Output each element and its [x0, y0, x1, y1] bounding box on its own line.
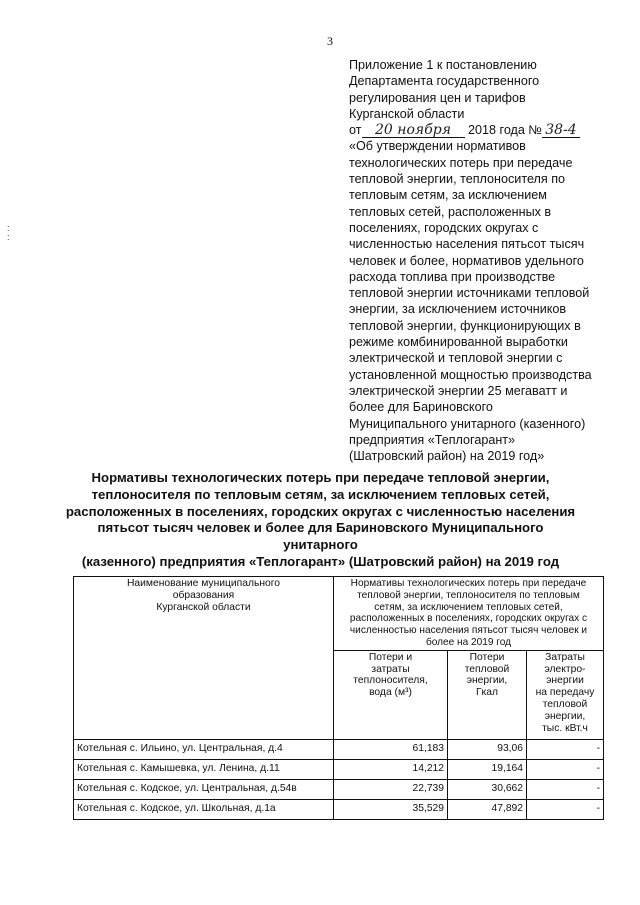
header-text: Нормативы технологических потерь при передаче — [350, 578, 587, 589]
electricity-value: - — [527, 779, 604, 799]
header-text: Потери — [469, 651, 505, 663]
header-text: энергии — [546, 675, 584, 687]
title-line: (казенного) предприятия «Теплогарант» (Шатровский район) на 2019 год — [81, 553, 560, 569]
title-line: Нормативы технологических потерь при передаче тепловой энергии, — [91, 470, 550, 485]
header-text: Наименование муниципального — [126, 578, 280, 589]
appendix-block — [349, 57, 611, 464]
header-text: затраты — [371, 663, 410, 675]
appendix-line: Курганской области — [349, 106, 465, 121]
header-heat-losses — [448, 650, 527, 739]
resolution-title-line: численностью населения пятьсот тысяч — [349, 237, 585, 252]
handwritten-number: 38-4 — [542, 123, 580, 138]
appendix-line: регулирования цен и тарифов — [349, 90, 526, 105]
table-row — [74, 759, 604, 779]
resolution-title-line: тепловым сетям, за исключением — [349, 188, 547, 203]
header-text: расположенных в поселениях, городских округах с — [349, 613, 588, 625]
electricity-value: - — [527, 759, 604, 779]
handwritten-date: 20 ноября — [362, 123, 465, 138]
heat-value: 93,06 — [448, 739, 527, 759]
header-text: Потери и — [368, 651, 413, 663]
resolution-title-line: поселениях, городских округах с — [349, 220, 539, 235]
resolution-title-line: режиме комбинированной выработки — [349, 335, 568, 350]
header-text: тепловой — [464, 663, 510, 675]
header-text: вода (м³) — [369, 687, 412, 699]
header-text: тепловой — [542, 698, 588, 710]
document-title — [64, 470, 577, 571]
heat-value: 47,892 — [448, 799, 527, 819]
header-text: энергии, — [466, 675, 508, 687]
header-text: электро- — [544, 663, 586, 675]
header-norms-group — [334, 577, 604, 651]
header-text: теплоносителя, — [353, 675, 428, 687]
water-value: 35,529 — [334, 799, 448, 819]
resolution-title-line: «Об утверждении нормативов — [349, 139, 526, 154]
heat-value: 19,164 — [448, 759, 527, 779]
title-line: теплоносителя по тепловым сетям, за исключением тепловых сетей, — [91, 486, 550, 502]
header-water-losses — [334, 650, 448, 739]
resolution-title-line: человек и более, нормативов удельного — [349, 253, 584, 268]
electricity-value: - — [527, 799, 604, 819]
resolution-title-line: энергии, за исключением источников — [349, 302, 567, 317]
header-text: Затраты — [545, 651, 585, 663]
header-municipality — [74, 577, 334, 740]
margin-marks: : : — [7, 223, 10, 242]
boiler-name: Котельная с. Ильино, ул. Центральная, д.4 — [74, 739, 334, 759]
boiler-name: Котельная с. Кодское, ул. Школьная, д.1а — [74, 799, 334, 819]
date-mid: 2018 года № — [468, 123, 542, 138]
electricity-value: - — [527, 739, 604, 759]
header-text: на передачу — [535, 687, 595, 699]
title-line: расположенных в поселениях, городских округах с численностью населения — [65, 503, 576, 519]
date-prefix: от — [349, 123, 362, 138]
resolution-title-line: тепловых сетей, расположенных в — [349, 204, 552, 219]
header-text: Гкал — [475, 687, 499, 699]
header-electricity-costs — [527, 650, 604, 739]
header-text: Курганской области — [156, 601, 251, 613]
appendix-line: Департамента государственного — [349, 74, 540, 89]
resolution-title-line: технологических потерь при передаче — [349, 155, 573, 170]
resolution-title-line: расхода топлива при производстве — [349, 269, 556, 284]
heat-value: 30,662 — [448, 779, 527, 799]
resolution-title-line: тепловой энергии, теплоносителя по — [349, 172, 566, 187]
resolution-title-line: (Шатровский район) на 2019 год» — [349, 449, 545, 464]
water-value: 14,212 — [334, 759, 448, 779]
table-row — [74, 779, 604, 799]
header-text: сетям, за исключением тепловых сетей, — [374, 601, 563, 613]
table-header-row — [74, 577, 604, 651]
resolution-title-line: более для Бариновского — [349, 400, 493, 415]
header-text: более на 2019 год — [425, 636, 512, 648]
water-value: 61,183 — [334, 739, 448, 759]
boiler-name: Котельная с. Кодское, ул. Центральная, д.54в — [74, 779, 334, 799]
resolution-title-line: Муниципального унитарного (казенного) — [349, 416, 586, 431]
resolution-title-line: электрической энергии 25 мегаватт и — [349, 383, 568, 398]
resolution-title-line: предприятия «Теплогарант» — [349, 432, 516, 447]
resolution-title-line: тепловой энергии источниками тепловой — [349, 286, 590, 301]
resolution-title-line: электрической и тепловой энергии с — [349, 351, 563, 366]
header-text: образования — [172, 589, 235, 601]
resolution-title — [349, 138, 611, 464]
appendix-date-line — [349, 122, 611, 138]
norms-table — [73, 576, 604, 820]
title-line: пятьсот тысяч человек и более для Бариновского Муниципального унитарного — [97, 520, 544, 553]
table-row — [74, 799, 604, 819]
header-text: тыс. кВт.ч — [542, 722, 588, 734]
header-text: тепловой энергии, теплоносителя по тепловым — [357, 589, 580, 601]
header-text: энергии, — [544, 710, 586, 722]
resolution-title-line: тепловой энергии, функционирующих в — [349, 318, 581, 333]
water-value: 22,739 — [334, 779, 448, 799]
boiler-name: Котельная с. Камышевка, ул. Ленина, д.11 — [74, 759, 334, 779]
header-text: численностью населения пятьсот тысяч человек и — [349, 625, 588, 637]
table-row — [74, 739, 604, 759]
appendix-line: Приложение 1 к постановлению — [349, 58, 537, 72]
page-number: 3 — [327, 34, 333, 48]
resolution-title-line: установленной мощностью производства — [349, 367, 592, 382]
